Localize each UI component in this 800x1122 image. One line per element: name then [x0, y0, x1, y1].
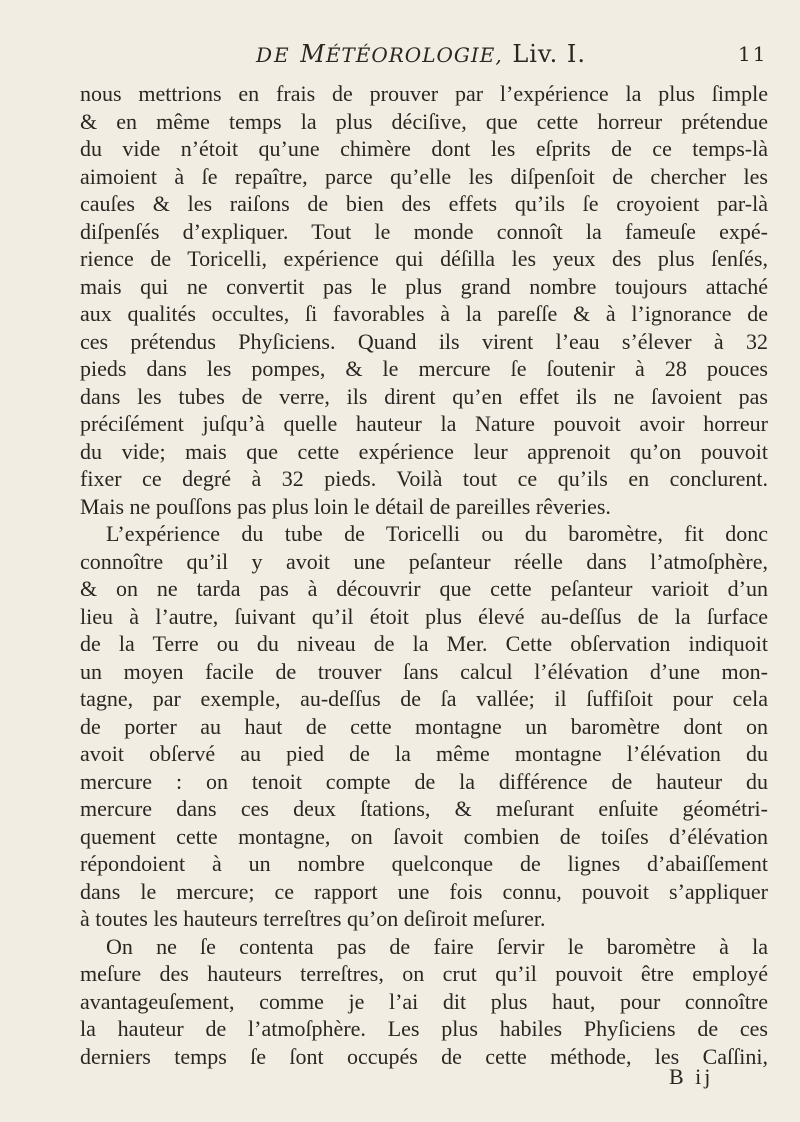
body-text: [80, 80, 768, 1070]
paragraph-first-line: L’expérience du tube de Toricelli ou du baromètre, fit donc: [106, 521, 768, 546]
text-line: nous mettrions en frais de prouver par l’expérience la plus ſimple: [80, 81, 768, 106]
text-line: meſure des hauteurs terreſtres, on crut qu’il pouvoit être employé: [80, 961, 768, 986]
text-line: un moyen facile de trouver ſans calcul l’élévation d’une mon-: [80, 658, 768, 684]
page-number: 11: [738, 42, 768, 66]
text-line: & en même temps la plus déciſive, que cette horreur prétendue: [80, 108, 768, 134]
running-title-initial: M: [300, 40, 326, 68]
text-line: aimoient à ſe repaître, parce qu’elle les diſpenſoit de chercher les: [80, 163, 768, 189]
text-line: fixer ce degré à 32 pieds. Voilà tout ce qu’ils en conclurent.: [80, 466, 768, 491]
text-line: & on ne tarda pas à découvrir que cette peſanteur varioit d’un: [80, 576, 768, 601]
text-line: du vide; mais que cette expérience leur apprenoit qu’on pouvoit: [80, 438, 768, 464]
text-line: dans le mercure; ce rapport une fois connu, pouvoit s’appliquer: [80, 878, 768, 904]
running-title-prefix: DE: [256, 43, 291, 67]
text-line: dans les tubes de verre, ils dirent qu’en effet ils ne ſavoient pas: [80, 383, 768, 409]
text-line: connoître qu’il y avoit une peſanteur réelle dans l’atmoſphère,: [80, 548, 768, 574]
text-line: préciſément juſqu’à quelle hauteur la Nature pouvoit avoir horreur: [80, 411, 768, 436]
text-line: rience de Toricelli, expérience qui déſilla les yeux des plus ſenſés,: [80, 246, 768, 271]
text-line: ces prétendus Phyſiciens. Quand ils virent l’eau s’élever à 32: [80, 328, 768, 354]
paragraph-first-line: On ne ſe contenta pas de faire ſervir le baromètre à la: [106, 933, 768, 959]
text-line: Mais ne pouſſons pas plus loin le détail de pareilles rêveries.: [80, 493, 611, 519]
text-line: aux qualités occultes, ſi favorables à la pareſſe & à l’ignorance de: [80, 301, 768, 326]
running-title-word: ÉTÉOROLOGIE,: [325, 43, 503, 67]
text-line: mais qui ne convertit pas le plus grand nombre toujours attaché: [80, 273, 768, 299]
text-line: tagne, par exemple, au-deſſus de ſa vallée; il ſuffiſoit pour cela: [80, 686, 768, 711]
text-line: la hauteur de l’atmoſphère. Les plus habiles Phyſiciens de ces: [80, 1016, 768, 1041]
running-title-book: Liv. I.: [512, 40, 587, 68]
signature-mark: B ij: [669, 1064, 714, 1089]
text-line: de la Terre ou du niveau de la Mer. Cette obſervation indiquoit: [80, 631, 768, 656]
text-line: avantageuſement, comme je l’ai dit plus haut, pour connoître: [80, 988, 768, 1014]
text-line: du vide n’étoit qu’une chimère dont les eſprits de ce temps-là: [80, 136, 768, 161]
text-line: mercure : on tenoit compte de la différence de hauteur du: [80, 768, 768, 794]
text-line: avoit obſervé au pied de la même montagne l’élévation du: [80, 741, 768, 766]
running-title: [256, 38, 586, 69]
text-line: quement cette montagne, on ſavoit combien de toiſes d’élévation: [80, 823, 768, 849]
text-line: cauſes & les raiſons de bien des effets qu’ils ſe croyoient par-là: [80, 191, 768, 216]
text-line: mercure dans ces deux ſtations, & meſurant enſuite géométri-: [80, 796, 768, 821]
text-line: de porter au haut de cette montagne un baromètre dont on: [80, 713, 768, 739]
text-line: diſpenſés d’expliquer. Tout le monde connoît la fameuſe expé-: [80, 218, 768, 244]
text-line: à toutes les hauteurs terreſtres qu’on deſiroit meſurer.: [80, 906, 546, 931]
page-header: [0, 30, 800, 70]
text-line: lieu à l’autre, ſuivant qu’il étoit plus élevé au-deſſus de la ſurface: [80, 603, 768, 629]
text-line: derniers temps ſe ſont occupés de cette méthode, les Caſſini,: [80, 1043, 768, 1069]
text-line: pieds dans les pompes, & le mercure ſe ſoutenir à 28 pouces: [80, 356, 768, 381]
text-line: répondoient à un nombre quelconque de lignes d’abaiſſement: [80, 851, 768, 876]
